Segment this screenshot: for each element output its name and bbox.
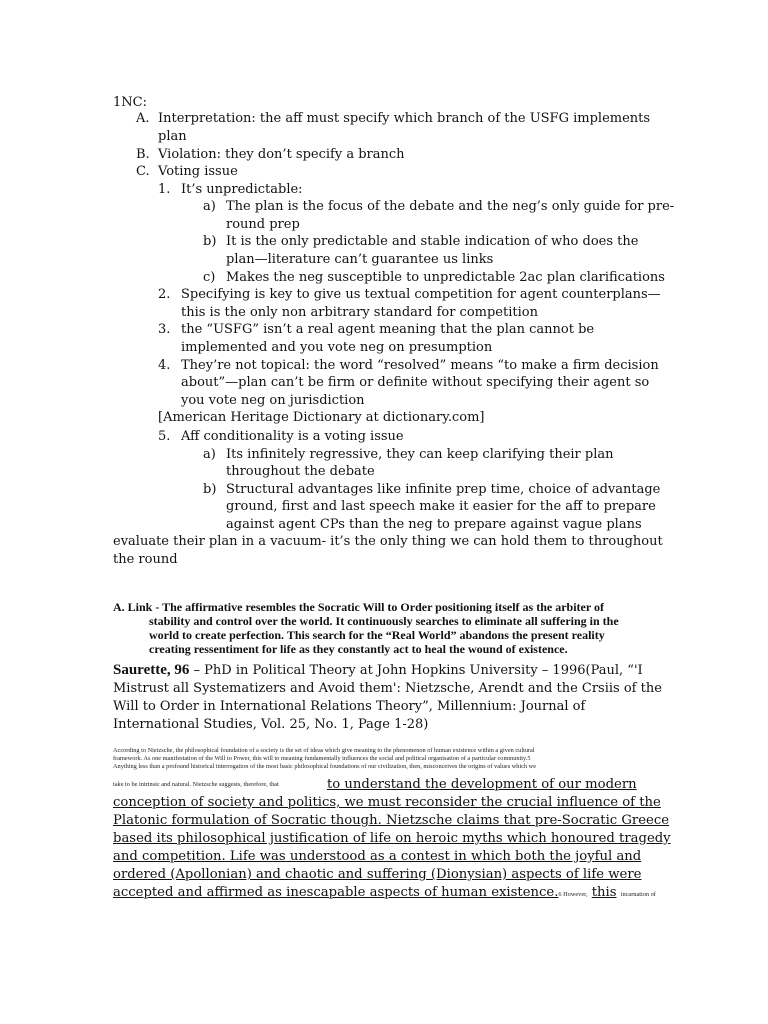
card-tag-line-2: stability and control over the world. It continuously searches to eliminate all suffering in the [149, 614, 619, 628]
outline-marker-b: B. [136, 147, 150, 162]
card-underlined-line-7 [113, 884, 656, 904]
outline-marker-c: C. [136, 164, 150, 179]
citation-line-2: Mistrust all Systematizers and Avoid them': Nietzsche, Arendt and the Crsiis of the [113, 681, 662, 696]
outline-item-5: Aff conditionality is a voting issue [181, 429, 404, 444]
card-underlined-line-6 [113, 866, 641, 884]
outline-item-1: It’s unpredictable: [181, 182, 303, 197]
outline-item-5b-line2: ground, first and last speech make it easier for the aff to prepare [226, 499, 656, 514]
trailing-line-1: evaluate their plan in a vacuum- it’s the only thing we can hold them to throughout [113, 534, 663, 549]
underlined-text: Platonic formulation of Socratic though. Nietzsche claims that pre-Socratic Greece [113, 813, 670, 828]
card-small-line-3: Anything less than a profound historical interrogation of the most basic philosophical foundations of our civilization, then, misconceives the origins of values which we [113, 763, 537, 770]
card-underlined-line-1 [327, 776, 637, 794]
outline-item-5a-line2: throughout the debate [226, 464, 375, 479]
outline-item-3-line2: implemented and you vote neg on presumption [181, 340, 493, 355]
outline-item-1b-line2: plan—literature can’t guarantee us links [226, 252, 494, 267]
underlined-text: accepted and affirmed as inescapable aspects of human existence. [113, 885, 559, 900]
outline-item-5b-line1: Structural advantages like infinite prep time, choice of advantage [226, 482, 661, 497]
outline-heading: 1NC: [113, 95, 147, 110]
citation-line-4: International Studies, Vol. 25, No. 1, Page 1-28) [113, 717, 429, 732]
outline-item-4-line2: about”—plan can’t be firm or definite without specifying their agent so [181, 375, 650, 390]
card-tag-line-1: A. Link - The affirmative resembles the Socratic Will to Order positioning itself as the arbiter of [113, 600, 604, 614]
outline-item-c: Voting issue [158, 164, 238, 179]
card-small-line-1: According to Nietzsche, the philosophical foundation of a society is the set of ideas which give meaning to the phenomenon of human existence within a given cultural [113, 747, 535, 754]
outline-item-5b-line3: against agent CPs than the neg to prepare against vague plans [226, 517, 642, 532]
outline-marker-a: A. [136, 111, 150, 126]
outline-item-4-line1: They’re not topical: the word “resolved” means “to make a firm decision [181, 358, 659, 373]
outline-item-3-line1: the “USFG” isn’t a real agent meaning that the plan cannot be [181, 322, 595, 337]
dictionary-source: [American Heritage Dictionary at dictionary.com] [158, 410, 485, 425]
outline-item-5a-line1: Its infinitely regressive, they can keep clarifying their plan [226, 447, 614, 462]
outline-item-1a-line1: The plan is the focus of the debate and the neg’s only guide for pre- [226, 199, 675, 214]
card-underlined-line-2 [113, 794, 661, 812]
outline-marker-1a: a) [203, 199, 216, 214]
card-tag-line-4: creating ressentiment for life as they constantly act to heal the wound of existence. [149, 642, 568, 656]
outline-item-4-line3: you vote neg on jurisdiction [181, 393, 365, 408]
citation-line-1 [113, 661, 643, 680]
trailing-line-2: the round [113, 552, 178, 567]
outline-item-2-line2: this is the only non arbitrary standard for competition [181, 305, 538, 320]
outline-marker-3: 3. [158, 322, 171, 337]
outline-item-1c: Makes the neg susceptible to unpredictable 2ac plan clarifications [226, 270, 665, 285]
citation-text-1: – PhD in Political Theory at John Hopkins University – 1996(Paul, “'I [189, 663, 643, 678]
outline-marker-1b: b) [203, 234, 217, 249]
card-small-line-4: take to be intrinsic and natural. Nietzsche suggests, therefore, that [113, 781, 279, 788]
underlined-text: and competition. Life was understood as a contest in which both the joyful and [113, 849, 642, 864]
outline-marker-2: 2. [158, 287, 171, 302]
card-small-line-2: framework. As one manifestation of the Will to Power, this will to meaning fundamentally influences the social and political organisation of a particular community.5 [113, 755, 531, 762]
outline-item-1a-line2: round prep [226, 217, 300, 232]
card-underlined-line-5 [113, 848, 641, 866]
outline-marker-5b: b) [203, 482, 217, 497]
underlined-text: conception of society and politics, we must reconsider the crucial influence of the [113, 795, 661, 810]
underlined-text: ordered (Apollonian) and chaotic and suffering (Dionysian) aspects of life were [113, 867, 642, 882]
card-small-inline: 6 However, [558, 891, 588, 898]
outline-item-2-line1: Specifying is key to give us textual competition for agent counterplans— [181, 287, 661, 302]
outline-item-a-line1: Interpretation: the aff must specify which branch of the USFG implements [158, 111, 651, 126]
outline-item-a-line2: plan [158, 129, 187, 144]
citation-author: Saurette, 96 [113, 662, 190, 678]
card-small-inline: incarnation of [620, 891, 656, 898]
card-tag-line-3: world to create perfection. This search for the “Real World” abandons the present reality [149, 628, 605, 642]
citation-line-3: Will to Order in International Relations Theory”, Millennium: Journal of [113, 699, 586, 714]
outline-item-b: Violation: they don’t specify a branch [158, 147, 405, 162]
outline-marker-1: 1. [158, 182, 171, 197]
underlined-text: this [591, 885, 617, 900]
underlined-text: based its philosophical justification of life on heroic myths which honoured tragedy [113, 831, 671, 846]
outline-marker-5: 5. [158, 429, 171, 444]
card-underlined-line-4 [113, 830, 671, 848]
underlined-text: to understand the development of our modern [327, 777, 637, 792]
outline-marker-4: 4. [158, 358, 171, 373]
outline-marker-5a: a) [203, 447, 216, 462]
card-underlined-line-3 [113, 812, 669, 830]
outline-item-1b-line1: It is the only predictable and stable indication of who does the [226, 234, 639, 249]
outline-marker-1c: c) [203, 270, 216, 285]
